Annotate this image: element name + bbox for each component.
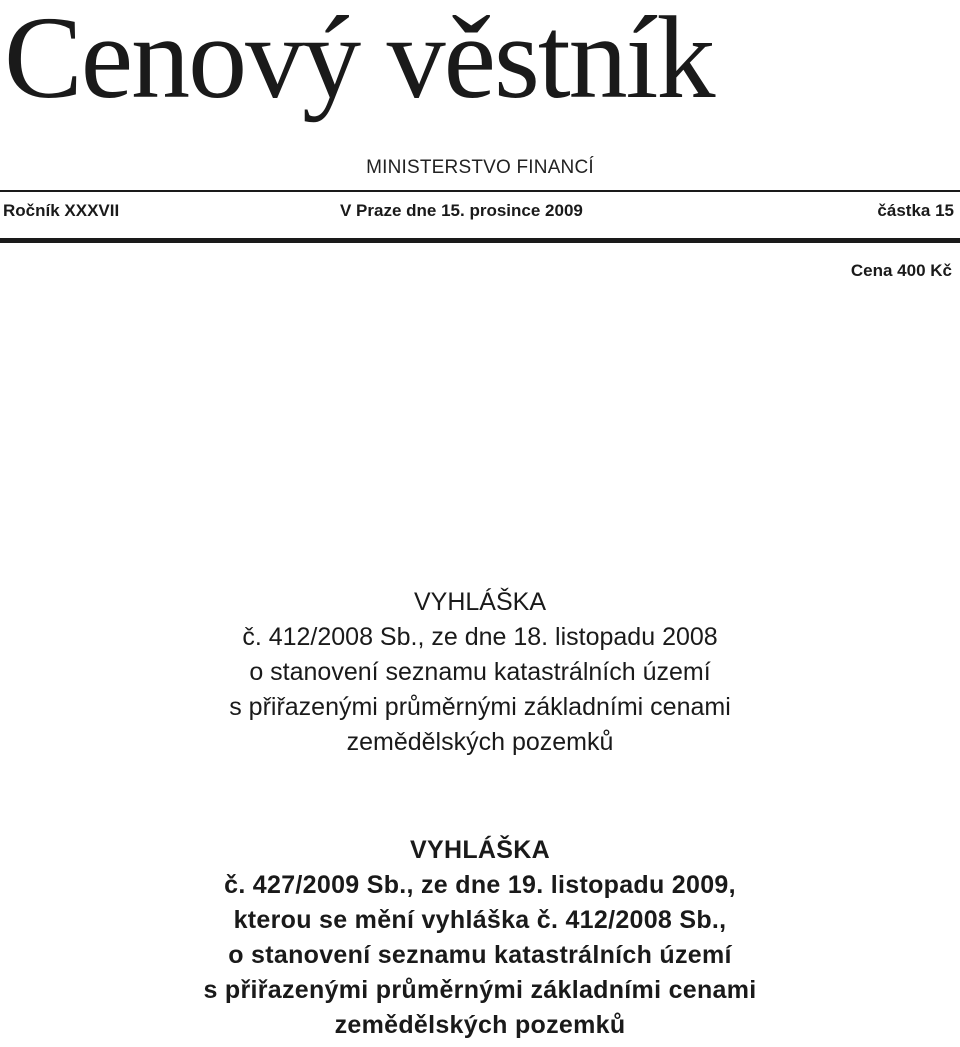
journal-title: Cenový věstník <box>4 0 714 123</box>
entry-line: o stanovení seznamu katastrálních území <box>249 658 711 686</box>
volume-label: Ročník XXXVII <box>3 201 120 220</box>
entry-line: zemědělských pozemků <box>346 728 614 756</box>
header-rule-thick <box>0 238 960 243</box>
entry-line: č. 412/2008 Sb., ze dne 18. listopadu 2008 <box>242 623 718 651</box>
entry-heading: VYHLÁŠKA <box>410 836 550 864</box>
entry-line: č. 427/2009 Sb., ze dne 19. listopadu 2009, <box>224 871 736 899</box>
issue-date: V Praze dne 15. prosince 2009 <box>340 201 583 220</box>
entry-line: zemědělských pozemků <box>334 1011 626 1039</box>
issue-number: částka 15 <box>877 201 954 220</box>
entry-line: kterou se mění vyhláška č. 412/2008 Sb., <box>233 906 727 934</box>
entry-heading: VYHLÁŠKA <box>413 588 546 616</box>
header-rule-thin <box>0 190 960 192</box>
entry-line: s přiřazenými průměrnými základními cenami <box>229 693 731 721</box>
content-entry-2 <box>0 833 960 1043</box>
entry-line: s přiřazenými průměrnými základními cenami <box>203 976 757 1004</box>
issue-info-row <box>0 201 960 225</box>
masthead <box>0 0 960 123</box>
content-entry-1 <box>0 585 960 760</box>
price-label: Cena 400 Kč <box>850 261 952 280</box>
entry-line: o stanovení seznamu katastrálních území <box>228 941 732 969</box>
ministry-name: MINISTERSTVO FINANCÍ <box>366 157 594 178</box>
